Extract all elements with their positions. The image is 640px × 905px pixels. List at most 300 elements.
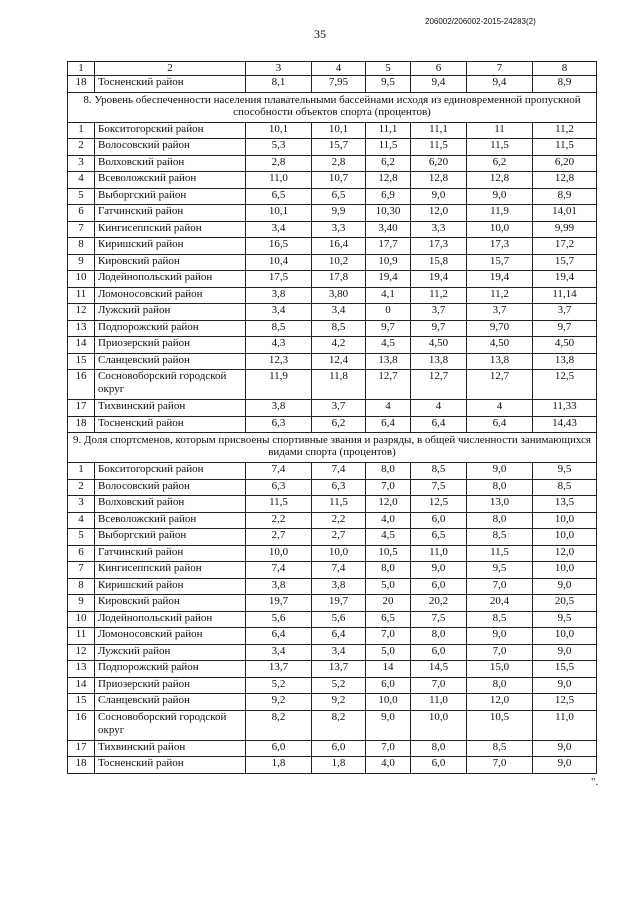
table-row xyxy=(68,644,597,661)
district-name: Выборгский район xyxy=(95,188,246,205)
value-cell: 3,4 xyxy=(246,304,312,321)
value-cell: 8,5 xyxy=(411,463,467,480)
value-cell: 8,0 xyxy=(467,677,533,694)
value-cell: 17,8 xyxy=(312,271,366,288)
value-cell: 6,0 xyxy=(411,757,467,774)
value-cell: 6,5 xyxy=(366,611,411,628)
value-cell: 1,8 xyxy=(312,757,366,774)
table-row xyxy=(68,578,597,595)
value-cell: 12,8 xyxy=(366,172,411,189)
value-cell: 8,2 xyxy=(312,710,366,740)
row-number: 11 xyxy=(68,287,95,304)
column-header: 6 xyxy=(411,62,467,76)
value-cell: 9,99 xyxy=(533,221,597,238)
value-cell: 9,5 xyxy=(366,76,411,93)
district-name: Всеволожский район xyxy=(95,172,246,189)
table-row xyxy=(68,221,597,238)
value-cell: 15,5 xyxy=(533,661,597,678)
row-number: 16 xyxy=(68,370,95,400)
district-name: Сосновоборский городской округ xyxy=(95,370,246,400)
value-cell: 3,8 xyxy=(312,578,366,595)
row-number: 11 xyxy=(68,628,95,645)
row-number: 18 xyxy=(68,416,95,433)
row-number: 2 xyxy=(68,139,95,156)
value-cell: 11,2 xyxy=(411,287,467,304)
value-cell: 10,0 xyxy=(533,628,597,645)
table-row xyxy=(68,76,597,93)
value-cell: 7,0 xyxy=(467,578,533,595)
value-cell: 12,7 xyxy=(411,370,467,400)
value-cell: 10,1 xyxy=(246,205,312,222)
value-cell: 6,20 xyxy=(411,155,467,172)
value-cell: 3,40 xyxy=(366,221,411,238)
value-cell: 4,5 xyxy=(366,337,411,354)
value-cell: 12,5 xyxy=(533,694,597,711)
value-cell: 3,7 xyxy=(312,400,366,417)
value-cell: 4,0 xyxy=(366,512,411,529)
value-cell: 13,8 xyxy=(533,353,597,370)
data-table-container xyxy=(67,61,597,774)
value-cell: 4,50 xyxy=(467,337,533,354)
value-cell: 9,2 xyxy=(312,694,366,711)
district-name: Волховский район xyxy=(95,496,246,513)
value-cell: 7,5 xyxy=(411,611,467,628)
row-number: 5 xyxy=(68,188,95,205)
district-name: Киришский район xyxy=(95,578,246,595)
table-row xyxy=(68,740,597,757)
value-cell: 5,6 xyxy=(246,611,312,628)
value-cell: 12,7 xyxy=(366,370,411,400)
value-cell: 7,0 xyxy=(411,677,467,694)
value-cell: 17,5 xyxy=(246,271,312,288)
value-cell: 6,0 xyxy=(312,740,366,757)
value-cell: 7,4 xyxy=(312,463,366,480)
value-cell: 8,5 xyxy=(467,611,533,628)
district-name: Выборгский район xyxy=(95,529,246,546)
value-cell: 12,7 xyxy=(467,370,533,400)
table-row xyxy=(68,353,597,370)
row-number: 15 xyxy=(68,694,95,711)
district-name: Волховский район xyxy=(95,155,246,172)
column-header: 3 xyxy=(246,62,312,76)
row-number: 15 xyxy=(68,353,95,370)
district-name: Сланцевский район xyxy=(95,353,246,370)
value-cell: 4,3 xyxy=(246,337,312,354)
district-name: Бокситогорский район xyxy=(95,122,246,139)
value-cell: 12,4 xyxy=(312,353,366,370)
value-cell: 8,0 xyxy=(411,740,467,757)
district-name: Кировский район xyxy=(95,254,246,271)
value-cell: 10,0 xyxy=(312,545,366,562)
value-cell: 6,4 xyxy=(312,628,366,645)
value-cell: 6,0 xyxy=(411,578,467,595)
value-cell: 13,7 xyxy=(246,661,312,678)
value-cell: 9,0 xyxy=(533,757,597,774)
row-number: 9 xyxy=(68,254,95,271)
district-name: Ломоносовский район xyxy=(95,287,246,304)
value-cell: 5,2 xyxy=(246,677,312,694)
district-name: Гатчинский район xyxy=(95,545,246,562)
value-cell: 4,1 xyxy=(366,287,411,304)
value-cell: 5,2 xyxy=(312,677,366,694)
value-cell: 1,8 xyxy=(246,757,312,774)
table-row xyxy=(68,595,597,612)
district-name: Ломоносовский район xyxy=(95,628,246,645)
value-cell: 2,2 xyxy=(246,512,312,529)
value-cell: 19,4 xyxy=(533,271,597,288)
value-cell: 14 xyxy=(366,661,411,678)
end-quote-mark: ". xyxy=(591,776,599,788)
value-cell: 4,50 xyxy=(533,337,597,354)
value-cell: 10,0 xyxy=(533,529,597,546)
value-cell: 9,0 xyxy=(467,188,533,205)
value-cell: 7,0 xyxy=(467,757,533,774)
value-cell: 3,3 xyxy=(411,221,467,238)
row-number: 17 xyxy=(68,400,95,417)
table-row xyxy=(68,757,597,774)
value-cell: 2,8 xyxy=(312,155,366,172)
value-cell: 11,0 xyxy=(246,172,312,189)
value-cell: 12,0 xyxy=(366,496,411,513)
value-cell: 8,0 xyxy=(411,628,467,645)
value-cell: 8,9 xyxy=(533,188,597,205)
value-cell: 4,50 xyxy=(411,337,467,354)
value-cell: 6,4 xyxy=(411,416,467,433)
value-cell: 11,0 xyxy=(533,710,597,740)
value-cell: 11,0 xyxy=(411,694,467,711)
table-row xyxy=(68,562,597,579)
column-header: 5 xyxy=(366,62,411,76)
value-cell: 10,0 xyxy=(467,221,533,238)
value-cell: 4 xyxy=(467,400,533,417)
row-number: 18 xyxy=(68,757,95,774)
table-row xyxy=(68,172,597,189)
value-cell: 20,4 xyxy=(467,595,533,612)
district-name: Приозерский район xyxy=(95,337,246,354)
value-cell: 11,33 xyxy=(533,400,597,417)
table-row xyxy=(68,496,597,513)
table-row xyxy=(68,463,597,480)
value-cell: 11,5 xyxy=(411,139,467,156)
table-row xyxy=(68,122,597,139)
value-cell: 11 xyxy=(467,122,533,139)
value-cell: 15,7 xyxy=(533,254,597,271)
column-header: 8 xyxy=(533,62,597,76)
value-cell: 5,0 xyxy=(366,644,411,661)
row-number: 12 xyxy=(68,304,95,321)
value-cell: 3,3 xyxy=(312,221,366,238)
value-cell: 11,2 xyxy=(533,122,597,139)
value-cell: 11,5 xyxy=(312,496,366,513)
table-header-row xyxy=(68,62,597,76)
value-cell: 10,0 xyxy=(533,512,597,529)
value-cell: 8,0 xyxy=(366,562,411,579)
value-cell: 13,7 xyxy=(312,661,366,678)
value-cell: 9,0 xyxy=(467,463,533,480)
value-cell: 9,5 xyxy=(467,562,533,579)
value-cell: 14,01 xyxy=(533,205,597,222)
value-cell: 10,0 xyxy=(533,562,597,579)
row-number: 13 xyxy=(68,320,95,337)
value-cell: 7,4 xyxy=(312,562,366,579)
row-number: 10 xyxy=(68,611,95,628)
table-row xyxy=(68,254,597,271)
value-cell: 6,5 xyxy=(246,188,312,205)
value-cell: 6,2 xyxy=(312,416,366,433)
value-cell: 6,2 xyxy=(366,155,411,172)
section-title: 8. Уровень обеспеченности населения плавательными бассейнами исходя из единовременной пропускной способности объектов спорта (процентов) xyxy=(68,92,597,122)
value-cell: 7,0 xyxy=(467,644,533,661)
district-name: Тосненский район xyxy=(95,76,246,93)
value-cell: 12,5 xyxy=(533,370,597,400)
value-cell: 6,20 xyxy=(533,155,597,172)
table-row xyxy=(68,628,597,645)
table-row xyxy=(68,545,597,562)
value-cell: 7,0 xyxy=(366,479,411,496)
table-row xyxy=(68,287,597,304)
value-cell: 19,4 xyxy=(411,271,467,288)
value-cell: 13,8 xyxy=(411,353,467,370)
value-cell: 12,3 xyxy=(246,353,312,370)
value-cell: 4 xyxy=(411,400,467,417)
value-cell: 12,8 xyxy=(533,172,597,189)
value-cell: 8,0 xyxy=(467,512,533,529)
value-cell: 6,0 xyxy=(366,677,411,694)
value-cell: 9,5 xyxy=(533,611,597,628)
row-number: 8 xyxy=(68,238,95,255)
value-cell: 9,0 xyxy=(533,578,597,595)
value-cell: 19,7 xyxy=(246,595,312,612)
value-cell: 12,8 xyxy=(411,172,467,189)
value-cell: 7,0 xyxy=(366,628,411,645)
table-row xyxy=(68,611,597,628)
table-row xyxy=(68,416,597,433)
value-cell: 8,0 xyxy=(366,463,411,480)
table-row xyxy=(68,337,597,354)
value-cell: 2,7 xyxy=(312,529,366,546)
value-cell: 3,8 xyxy=(246,400,312,417)
district-name: Тосненский район xyxy=(95,416,246,433)
value-cell: 7,5 xyxy=(411,479,467,496)
value-cell: 9,7 xyxy=(533,320,597,337)
district-name: Кингисеппский район xyxy=(95,562,246,579)
row-number: 17 xyxy=(68,740,95,757)
row-number: 1 xyxy=(68,463,95,480)
value-cell: 17,2 xyxy=(533,238,597,255)
district-name: Гатчинский район xyxy=(95,205,246,222)
value-cell: 6,0 xyxy=(411,644,467,661)
value-cell: 3,4 xyxy=(246,644,312,661)
value-cell: 8,5 xyxy=(467,529,533,546)
value-cell: 11,14 xyxy=(533,287,597,304)
table-row xyxy=(68,139,597,156)
value-cell: 10,2 xyxy=(312,254,366,271)
value-cell: 11,1 xyxy=(366,122,411,139)
value-cell: 4 xyxy=(366,400,411,417)
value-cell: 3,4 xyxy=(312,644,366,661)
column-header: 1 xyxy=(68,62,95,76)
district-name: Сланцевский район xyxy=(95,694,246,711)
table-row xyxy=(68,238,597,255)
value-cell: 2,8 xyxy=(246,155,312,172)
value-cell: 10,9 xyxy=(366,254,411,271)
value-cell: 5,6 xyxy=(312,611,366,628)
value-cell: 3,4 xyxy=(246,221,312,238)
column-header: 2 xyxy=(95,62,246,76)
row-number: 12 xyxy=(68,644,95,661)
value-cell: 6,0 xyxy=(411,512,467,529)
value-cell: 8,0 xyxy=(467,479,533,496)
value-cell: 0 xyxy=(366,304,411,321)
table-row xyxy=(68,677,597,694)
district-name: Подпорожский район xyxy=(95,661,246,678)
district-name: Приозерский район xyxy=(95,677,246,694)
table-row xyxy=(68,694,597,711)
row-number: 6 xyxy=(68,205,95,222)
table-row xyxy=(68,155,597,172)
value-cell: 9,0 xyxy=(411,562,467,579)
data-table xyxy=(67,61,597,774)
value-cell: 6,5 xyxy=(411,529,467,546)
row-number: 3 xyxy=(68,155,95,172)
value-cell: 6,4 xyxy=(467,416,533,433)
value-cell: 11,5 xyxy=(467,139,533,156)
value-cell: 11,2 xyxy=(467,287,533,304)
district-name: Волосовский район xyxy=(95,479,246,496)
value-cell: 8,2 xyxy=(246,710,312,740)
value-cell: 6,9 xyxy=(366,188,411,205)
section-title: 9. Доля спортсменов, которым присвоены спортивные звания и разряды, в общей численности занимающихся видами спорта (процентов) xyxy=(68,433,597,463)
value-cell: 8,5 xyxy=(246,320,312,337)
value-cell: 8,5 xyxy=(467,740,533,757)
value-cell: 9,4 xyxy=(467,76,533,93)
value-cell: 3,8 xyxy=(246,578,312,595)
value-cell: 14,43 xyxy=(533,416,597,433)
value-cell: 19,7 xyxy=(312,595,366,612)
value-cell: 3,7 xyxy=(411,304,467,321)
value-cell: 17,3 xyxy=(411,238,467,255)
row-number: 8 xyxy=(68,578,95,595)
district-name: Сосновоборский городской округ xyxy=(95,710,246,740)
table-row xyxy=(68,370,597,400)
value-cell: 8,1 xyxy=(246,76,312,93)
value-cell: 12,8 xyxy=(467,172,533,189)
table-row xyxy=(68,479,597,496)
district-name: Тосненский район xyxy=(95,757,246,774)
row-number: 14 xyxy=(68,677,95,694)
value-cell: 3,80 xyxy=(312,287,366,304)
value-cell: 13,8 xyxy=(467,353,533,370)
value-cell: 9,9 xyxy=(312,205,366,222)
table-row xyxy=(68,661,597,678)
value-cell: 11,8 xyxy=(312,370,366,400)
row-number: 4 xyxy=(68,512,95,529)
value-cell: 9,0 xyxy=(411,188,467,205)
value-cell: 4,0 xyxy=(366,757,411,774)
value-cell: 9,0 xyxy=(533,677,597,694)
value-cell: 10,30 xyxy=(366,205,411,222)
row-number: 4 xyxy=(68,172,95,189)
value-cell: 10,4 xyxy=(246,254,312,271)
table-row xyxy=(68,304,597,321)
value-cell: 17,7 xyxy=(366,238,411,255)
row-number: 9 xyxy=(68,595,95,612)
district-name: Бокситогорский район xyxy=(95,463,246,480)
value-cell: 3,8 xyxy=(246,287,312,304)
value-cell: 7,4 xyxy=(246,463,312,480)
value-cell: 9,0 xyxy=(366,710,411,740)
value-cell: 6,5 xyxy=(312,188,366,205)
table-body xyxy=(68,62,597,774)
section-header-row xyxy=(68,433,597,463)
table-row xyxy=(68,188,597,205)
value-cell: 6,3 xyxy=(246,479,312,496)
value-cell: 12,0 xyxy=(467,694,533,711)
table-row xyxy=(68,320,597,337)
value-cell: 20,2 xyxy=(411,595,467,612)
row-number: 16 xyxy=(68,710,95,740)
value-cell: 5,0 xyxy=(366,578,411,595)
district-name: Киришский район xyxy=(95,238,246,255)
value-cell: 19,4 xyxy=(467,271,533,288)
row-number: 7 xyxy=(68,562,95,579)
row-number: 14 xyxy=(68,337,95,354)
row-number: 10 xyxy=(68,271,95,288)
district-name: Кингисеппский район xyxy=(95,221,246,238)
value-cell: 15,8 xyxy=(411,254,467,271)
value-cell: 12,0 xyxy=(533,545,597,562)
value-cell: 8,9 xyxy=(533,76,597,93)
district-name: Лодейнопольский район xyxy=(95,611,246,628)
value-cell: 9,0 xyxy=(533,740,597,757)
value-cell: 6,3 xyxy=(246,416,312,433)
value-cell: 10,1 xyxy=(312,122,366,139)
value-cell: 20 xyxy=(366,595,411,612)
value-cell: 11,9 xyxy=(246,370,312,400)
value-cell: 13,8 xyxy=(366,353,411,370)
value-cell: 3,7 xyxy=(467,304,533,321)
value-cell: 10,0 xyxy=(411,710,467,740)
value-cell: 15,0 xyxy=(467,661,533,678)
table-row xyxy=(68,529,597,546)
value-cell: 6,4 xyxy=(366,416,411,433)
value-cell: 8,5 xyxy=(533,479,597,496)
value-cell: 20,5 xyxy=(533,595,597,612)
value-cell: 11,0 xyxy=(411,545,467,562)
table-row xyxy=(68,271,597,288)
value-cell: 11,5 xyxy=(533,139,597,156)
value-cell: 9,5 xyxy=(533,463,597,480)
value-cell: 3,7 xyxy=(533,304,597,321)
value-cell: 7,0 xyxy=(366,740,411,757)
value-cell: 13,0 xyxy=(467,496,533,513)
row-number: 18 xyxy=(68,76,95,93)
value-cell: 6,0 xyxy=(246,740,312,757)
value-cell: 19,4 xyxy=(366,271,411,288)
table-row xyxy=(68,512,597,529)
value-cell: 10,0 xyxy=(246,545,312,562)
row-number: 6 xyxy=(68,545,95,562)
value-cell: 8,5 xyxy=(312,320,366,337)
row-number: 7 xyxy=(68,221,95,238)
value-cell: 10,1 xyxy=(246,122,312,139)
value-cell: 11,1 xyxy=(411,122,467,139)
value-cell: 15,7 xyxy=(467,254,533,271)
value-cell: 11,9 xyxy=(467,205,533,222)
district-name: Лодейнопольский район xyxy=(95,271,246,288)
district-name: Тихвинский район xyxy=(95,400,246,417)
row-number: 1 xyxy=(68,122,95,139)
